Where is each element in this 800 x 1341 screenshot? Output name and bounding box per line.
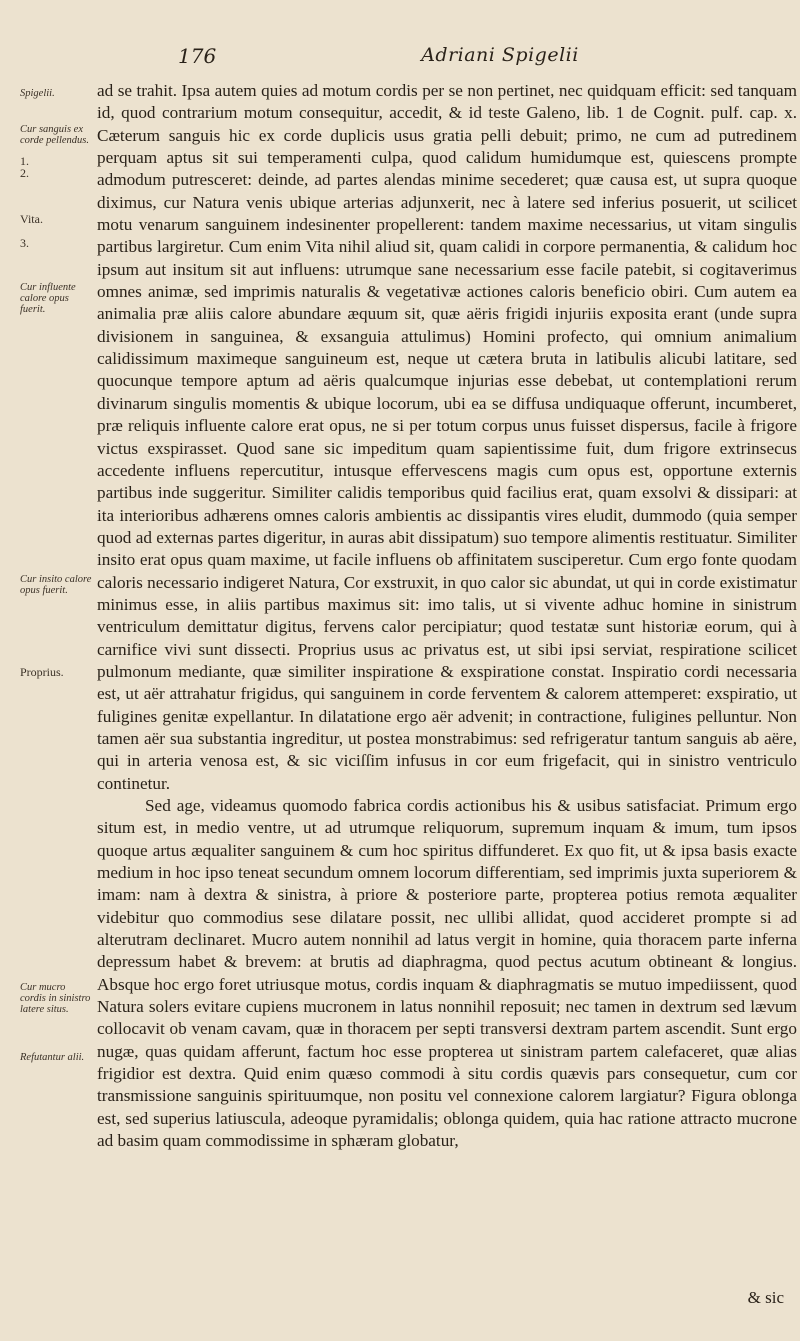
margin-note: 1. [20,154,29,168]
margin-note: Cur sanguis ex corde pellendus. [20,124,90,146]
margin-note: Proprius. [20,665,64,679]
margin-note: Cur mucro cordis in sinistro latere situs. [20,982,91,1015]
margin-note: Vita. [20,212,43,226]
margin-note: Cur insito calore opus fuerit. [20,574,92,596]
running-title: Adriani Spigelii [421,44,579,66]
margin-note: Cur influente calore opus fuerit. [20,282,76,315]
margin-note: Spigelii. [20,88,55,99]
margin-note: 2. [20,166,29,180]
catchword: & sic [747,1288,784,1307]
paragraph: Sed age, videamus quomodo fabrica cordis actionibus his & usibus satisfaciat. Primum ergo situm est, in medio ventre, ut ad utrumque reliquorum, supremum inquam & imum, tum ipsos quoque artus æqualiter sanguinem & cum hoc spiritus diffunderet. Ex quo fit, ut & ipsa basis exacte medium in hoc ipso teneat secundum omnem locorum differentiam, sed imprimis juxta superiorem & imam: nam à dextra & sinistra, à priore & posteriore parte, propterea potius remota æqualiter videbitur quo commodius sese dilatare possit, nec ullibi allidat, quod accideret prompte si ad alterutram declinaret. Mucro autem nonnihil ad latus vergit in homine, quia thoracem parte inferna depressum habet & brevem: at brutis ad diaphragma, quod pectus acutum obtineant & longius. Absque hoc ergo foret utriusque motus, cordis inquam & diaphragmatis se mutuo impediissent, quod Natura solers evitare cupiens mucronem in latus nonnihil reposuit; nec tamen in dextrum sed lævum collocavit ob venam cavam, quæ in thoracem per septi transversi dextram partem ascendit. Sunt ergo nugæ, quas quidam afferunt, factum hoc esse propterea ut sinistram partem calefaceret, quæ alias frigidior est dextra. Quid enim quæso commodi à situ cordis quævis pars consequetur, cum cor transmissione sanguinis spirituumque, non positu vel connexione calorem largiatur? Figura oblonga est, sed superius latiuscula, adeoque pyramidalis; oblonga quidem, quia hac ratione attracto mucrone ad basim quam commodissime in sphæram globatur, [97,796,797,1151]
paragraph: ad se trahit. Ipsa autem quies ad motum cordis per se non pertinet, nec quidquam efficit: sed tanquam id, quod contrarium motum consequitur, accedit, & id teste Galeno, lib. 1 de Cognit. pulf. cap. x. Cæterum sanguis hic ex corde duplicis usus gratia pelli debuit; primo, ne cum ad putredinem perquam aptus sit sui temperamenti culpa, quod calidum humidumque est, quiescens prompte admodum putresceret: deinde, ad partes alendas minime secederet; quæ causa est, ut supra quoque diximus, cur Natura venis ubique arterias adjunxerit, nec à latere sed inferius posuerit, ut scilicet motu venarum sanguinem indesinenter propellerent: tandem maxime necessarius, ut vitam singulis partibus largiretur. Cum enim Vita nihil aliud sit, quam calidi in corpore permanentia, & calidum hoc ipsum aut insitum sit aut influens: utrumque sane necessarium esse facile patebit, si cogitaverimus omnes animæ, sed imprimis naturalis & vegetativæ actiones caloris beneficio obiri. Cum autem ea animalia præ aliis calore abundare æquum sit, quæ aëris frigidi injuriis exposita erant (unde supra divisionem in sanguinea, & exsanguia attulimus) Homini profecto, qui omnium animalium calidissimum maximeque sanguineum est, neque ut cætera bruta in latibulis alicubi latitare, sed quocunque tempore aptum ad aëris qualcumque injurias esse debebat, ut contemplationi rerum divinarum singulis momentis & ubique locorum, ubi ea se diffusa undiquaque offerunt, incumberet, præ reliquis influente calore erat opus, ne si per totum corpus unus fuisset dispersus, facile à frigore victus exspirasset. Quod sane sic impeditum quam sapientissime fuit, dum frigore extrinsecus accedente influens repercutitur, intusque effervescens magis cum opus est, opportune externis partibus inde suggeritur. Similiter calidis temporibus quid facilius erat, quam exsolvi & dissipari: at ita interioribus adhærens omnes caloris ambientis ac dissipantis vires eludit, dummodo (quia semper quod ad externas partes digeritur, in auras abit dissipatum) suo tempore alimentis restituatur. Similiter insito erat opus quam maxime, ut facile influens ob affinitatem susciperetur. Cum ergo fonte quodam caloris necessario indigeret Natura, Cor exstruxit, in quo calor sic abundat, ut qui in corde existimatur minimus esse, in aliis partibus maximus sit: imo talis, ut si vivente adhuc homine in sinistrum ventriculum demittatur digitus, fervens calor percipiatur; quod testatæ sunt historiæ eorum, qui à carnifice vivi sunt dissecti. Proprius usus ac privatus est, ut sibi ipsi serviat, respiratione scilicet pulmonum mediante, quæ similiter inspiratione & exspiratione constat. Inspiratio cordi necessaria est, ut aër attrahatur frigidus, qui sanguinem in corde ferventem & calorem attemperet: exspiratio, ut fuligines genitæ expellantur. In dilatatione ergo aër advenit; in contractione, fuligines pelluntur. Non tamen aër sua substantia ingreditur, ut postea monstrabimus: sed refrigeratur tantum sanguis ab aëre, qui in arteria venosa est, & sic viciſſim infusus in cor eum frigefacit, qui in sinistro ventriculo continetur. [97,81,797,793]
main-text [97,80,797,1153]
page-header [0,44,800,72]
margin-note: 3. [20,236,29,250]
margin-note: Refutantur alii. [20,1052,85,1063]
page-number: 176 [178,44,217,68]
margin-notes [0,0,90,1341]
